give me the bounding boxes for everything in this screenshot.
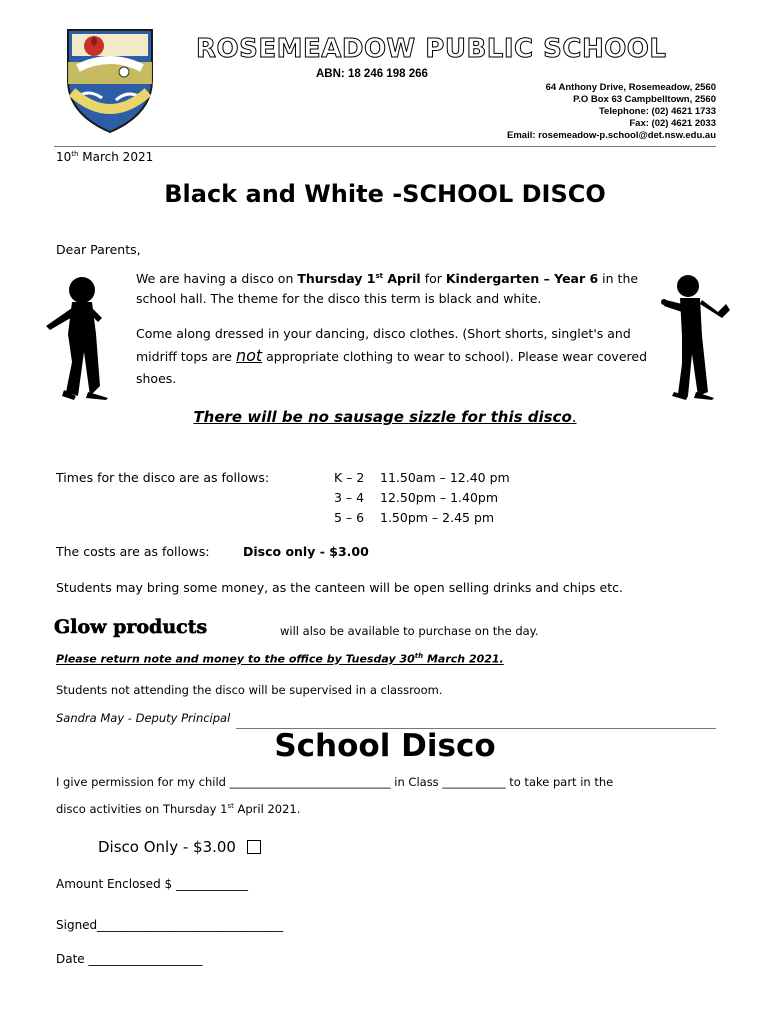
letter-date: 10th March 2021 <box>56 150 154 164</box>
email[interactable]: Email: rosemeadow-p.school@det.nsw.edu.au <box>507 130 716 141</box>
time-row: 5 – 6 1.50pm – 2.45 pm <box>334 510 495 525</box>
address: 64 Anthony Drive, Rosemeadow, 2560 <box>545 82 716 93</box>
sausage-sizzle-notice: There will be no sausage sizzle for this disco. <box>193 408 577 426</box>
signoff: Sandra May - Deputy Principal <box>56 711 231 725</box>
disco-only-checkbox[interactable] <box>247 840 261 854</box>
disco-dancer-left-icon <box>42 276 126 400</box>
signature-field[interactable]: Signed_______________________________ <box>56 918 284 932</box>
slip-title: School Disco <box>274 728 496 764</box>
glow-products-heading: Glow products <box>54 616 208 638</box>
not-emphasis: not <box>235 346 263 365</box>
fax: Fax: (02) 4621 2033 <box>629 118 716 129</box>
costs-label: The costs are as follows: <box>56 544 210 559</box>
times-label: Times for the disco are as follows: <box>56 470 270 485</box>
po-box: P.O Box 63 Campbelltown, 2560 <box>573 94 716 105</box>
activities-line: disco activities on Thursday 1st April 2021. <box>56 802 301 816</box>
dress-code-paragraph: Come along dressed in your dancing, disco clothes. (Short shorts, singlet's and midriff tops are not appropriate clothing to wear to school). Please wear covered shoes. <box>136 326 648 386</box>
disco-dancer-right-icon <box>660 274 732 400</box>
permission-line[interactable]: I give permission for my child ____________________________ in Class ___________ to take part in the <box>56 775 614 789</box>
times-list <box>334 468 510 528</box>
time-row: 3 – 4 12.50pm – 1.40pm <box>334 490 499 505</box>
date-field[interactable]: Date ___________________ <box>56 952 203 966</box>
school-name: ROSEMEADOW PUBLIC SCHOOL <box>196 34 667 64</box>
abn: ABN: 18 246 198 266 <box>316 68 428 80</box>
costs-value: Disco only - $3.00 <box>243 544 369 559</box>
amount-enclosed-field[interactable]: Amount Enclosed $ ____________ <box>56 877 248 891</box>
header-divider <box>54 146 716 147</box>
glow-products-text: will also be available to purchase on the day. <box>280 624 539 638</box>
telephone: Telephone: (02) 4621 1733 <box>598 106 716 117</box>
return-note: Please return note and money to the office by Tuesday 30th March 2021. <box>56 652 504 666</box>
disco-intro-paragraph: We are having a disco on Thursday 1st April for Kindergarten – Year 6 in the school hall. The theme for the disco this term is black and white. <box>136 271 639 307</box>
canteen-note: Students may bring some money, as the canteen will be open selling drinks and chips etc. <box>56 580 623 595</box>
supervision-note: Students not attending the disco will be supervised in a classroom. <box>56 683 443 697</box>
time-row: K – 2 11.50am – 12.40 pm <box>334 470 510 485</box>
letter-title: Black and White -SCHOOL DISCO <box>164 180 606 208</box>
disco-only-option: Disco Only - $3.00 <box>98 838 236 856</box>
school-crest-logo <box>58 22 162 136</box>
contact-block <box>507 82 716 142</box>
salutation: Dear Parents, <box>56 242 141 257</box>
